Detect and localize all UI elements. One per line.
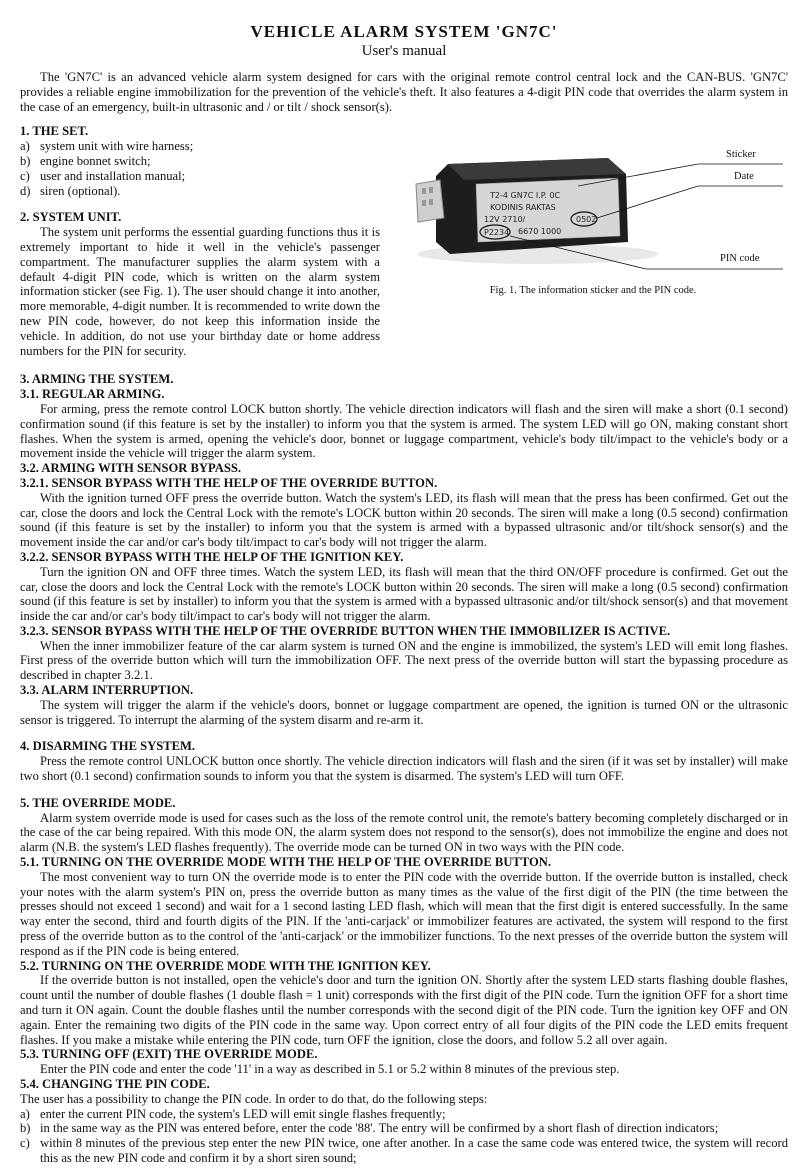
section-5-4-heading: 5.4. CHANGING THE PIN CODE. [20,1077,210,1091]
list-marker: a) [20,139,30,154]
figure-caption: Fig. 1. The information sticker and the PIN code. [489,285,697,297]
sticker-pin: P2234 [484,228,510,238]
section-1-heading: 1. THE SET. [20,124,89,139]
list-marker: a) [20,1106,30,1121]
figure-1 [398,114,788,358]
list-item [20,184,380,199]
sticker-line-2: KODINIS RAKTAS [490,203,556,213]
list-item [20,169,380,184]
figure-illustration [398,114,788,284]
section-3-3-heading: 3.3. ALARM INTERRUPTION. [20,683,194,698]
section-2-heading: 2. SYSTEM UNIT. [20,210,122,225]
section-3-2-2-text: Turn the ignition ON and OFF three times. Watch the system LED, its flash will mean that the third ON/OFF procedure is confirmed. Get out the car, close the doors and lock the Central Lock with the remote's LOCK button within 20 seconds. The siren will make a long (0.5 second) confirmation sound (if this feature is set by installer) to inform you that the system is armed with a bypassed ultrasonic and/or tilt/shock sensor(s) and that movement inside the car and/or car's body tilt/impact to car's body will not trigger the alarm. [20,564,788,624]
section-5-text: Alarm system override mode is used for cases such as the loss of the remote control unit, the remote's battery becoming completely discharged or in the case of the car being repaired. With this mode ON, the alarm system does not respond to the sensor(s), does not immobilize the engine and does not alarm (N.B. the system's LED flashes frequently). The override mode can be turned ON in two ways with the PIN code. [20,810,788,855]
pin-change-steps [20,1107,788,1166]
list-item [20,1136,788,1166]
sticker-line-5: 6670 1000 [518,227,562,237]
document-title: VEHICLE ALARM SYSTEM 'GN7C' [250,22,558,41]
label-pin-code: PIN code [720,253,760,265]
set-list [20,139,380,198]
section-3-2-3-heading: 3.2.3. SENSOR BYPASS WITH THE HELP OF THE OVERRIDE BUTTON WHEN THE IMMOBILIZER IS ACTIVE. [20,623,671,638]
section-5-1-text: The most convenient way to turn ON the override mode is to enter the PIN code with the override button. If the override button is installed, check your notes with the alarm system's PIN on, press the override button as many times as the value of the first digit of the PIN (the time between the presses should not exceed 1 second) and wait for a 1 second lasting LED flash, which will mean that the first digit is entered successfully. In the same way enter the second, third and fourth digits of the PIN. If the 'anti-carjack' or immobilizer features are activated, the system will respond to the first press of the override button as to the control of the 'anti-carjack' or the immobilizer functions. To the next presses of the override button the system will respond as if the PIN code is being entered. [20,869,788,958]
list-item [20,1121,788,1136]
section-5-2-heading: 5.2. TURNING ON THE OVERRIDE MODE WITH THE IGNITION KEY. [20,958,431,973]
section-5-4-text: The user has a possibility to change the PIN code. In order to do that, do the following steps: [20,1091,488,1106]
section-2-text: The system unit performs the essential guarding functions thus it is extremely important to hide it well in the vehicle's passenger compartment. The manufacturer supplies the alarm system with a default 4-digit PIN code, which is written on the alarm system information sticker (see Fig. 1). The user should change it into another, more memorable, 4-digit number. It is recommended to write down the new PIN code, however, do not keep this information inside the vehicle. In addition, do not use your birthday date or home address numbers for the PIN for security. [20,225,380,358]
section-4-heading: 4. DISARMING THE SYSTEM. [20,739,196,754]
list-text: in the same way as the PIN was entered before, enter the code '88'. The entry will be confirmed by a short flash of direction indicators; [40,1121,719,1136]
set-and-unit-block [20,114,788,358]
section-4-text: Press the remote control UNLOCK button once shortly. The vehicle direction indicators will flash and the siren (if it was set by installer) will make two short (0.1 second) confirmation sounds to inform you that the system is disarmed. The system's LED will turn OFF. [20,754,788,784]
section-3-1-heading: 3.1. REGULAR ARMING. [20,387,165,402]
label-sticker: Sticker [726,149,756,161]
list-text: user and installation manual; [40,168,186,183]
section-3-2-1-text: With the ignition turned OFF press the override button. Watch the system's LED, its flash will mean that the press has been confirmed. Get out the car, close the doors and lock the Central Lock with the remote's LOCK button within 20 seconds. The siren will make a long (0.5 second) confirmation sound (if this feature is set by the installer) to inform you that the system is armed with a bypassed ultrasonic and/or tilt/shock sensor(s) and the movement inside the car and/or car's body tilt/impact to car's body will not trigger the alarm. [20,490,788,550]
list-text: enter the current PIN code, the system's LED will emit single flashes frequently; [40,1106,446,1121]
section-3-2-3-text: When the inner immobilizer feature of the car alarm system is turned ON and the engine is immobilized, the system's LED will emit long flashes. First press of the override button which will turn the immobilization OFF. The next press of the override button will start the bypassing procedure as described in chapter 3.2.1. [20,638,788,683]
list-item [20,154,380,169]
sticker-line-1: T2-4 GN7C I.P. 0C [490,191,561,201]
section-5-2-text: If the override button is not installed, open the vehicle's door and turn the ignition ON. Shortly after the system LED starts flashing double flashes, count until the number of double flashes (1 double flash = 1 unit) corresponds with the first digit of the PIN code. Turn the ignition OFF for a short time and turn it ON again. Count the double flashes until the number corresponds with the second digit of the PIN code. Turn the ignition key OFF and ON again. Enter the remaining two digits of the PIN code in the same way. Upon correct entry of all four digits of the PIN code the LED emits frequent flashes. If you make a mistake while entering the PIN code, turn OFF the ignition, close the doors, and follow 5.2 all over again. [20,973,788,1047]
section-3-2-1-heading: 3.2.1. SENSOR BYPASS WITH THE HELP OF THE OVERRIDE BUTTON. [20,475,438,490]
left-column [20,114,380,358]
intro-paragraph: The 'GN7C' is an advanced vehicle alarm system designed for cars with the original remote control central lock and the CAN-BUS. 'GN7C' provides a reliable engine immobilization for the prevention of the vehicle's theft. It also features a 4-digit PIN code that overrides the alarm system in the case of an emergency, built-in ultrasonic and / or tilt / shock sensor(s). [20,70,788,114]
list-text: siren (optional). [40,183,121,198]
list-text: within 8 minutes of the previous step enter the new PIN twice, one after another. In a case the same code was entered twice, the system will record this as the new PIN code and confirm it by a short siren sound; [40,1136,788,1165]
section-3-2-2-heading: 3.2.2. SENSOR BYPASS WITH THE HELP OF THE IGNITION KEY. [20,549,404,564]
section-5-3-heading: 5.3. TURNING OFF (EXIT) THE OVERRIDE MODE. [20,1047,318,1062]
list-marker: b) [20,1121,31,1136]
list-marker: c) [20,168,30,183]
section-3-1-text: For arming, press the remote control LOCK button shortly. The vehicle direction indicators will flash and the siren will make a short (0.1 second) confirmation sound (if this feature is set by the installer) to inform you that the system is armed. The system LED will go ON, making constant short flashes. When the system is armed, opening the vehicle's door, bonnet or luggage compartment, vehicle's body tilt/impact to the vehicle's body or a movement inside the vehicle will trigger the alarm system. [20,401,788,461]
list-marker: d) [20,183,31,198]
list-text: system unit with wire harness; [40,139,194,154]
sticker-date: 0502 [576,215,597,225]
section-5-heading: 5. THE OVERRIDE MODE. [20,795,176,810]
document-subtitle: User's manual [361,43,447,59]
section-5-1-heading: 5.1. TURNING ON THE OVERRIDE MODE WITH THE HELP OF THE OVERRIDE BUTTON. [20,855,552,870]
section-3-heading: 3. ARMING THE SYSTEM. [20,372,174,387]
list-text: engine bonnet switch; [40,153,151,168]
list-marker: b) [20,153,31,168]
section-5-3-text: Enter the PIN code and enter the code '11' in a way as described in 5.1 or 5.2 within 8 minutes of the previous step. [40,1062,620,1077]
section-3-2-heading: 3.2. ARMING WITH SENSOR BYPASS. [20,461,242,476]
list-marker: c) [20,1136,30,1151]
list-item [20,139,380,154]
section-3-3-text: The system will trigger the alarm if the vehicle's doors, bonnet or luggage compartment are opened, the ignition is turned ON or the ultrasonic sensor is triggered. To interrupt the alarming of the system disarm and re-arm it. [20,697,788,727]
list-item [20,1107,788,1122]
sticker-line-3: 12V 2710/ [484,215,526,225]
label-date: Date [734,171,754,183]
